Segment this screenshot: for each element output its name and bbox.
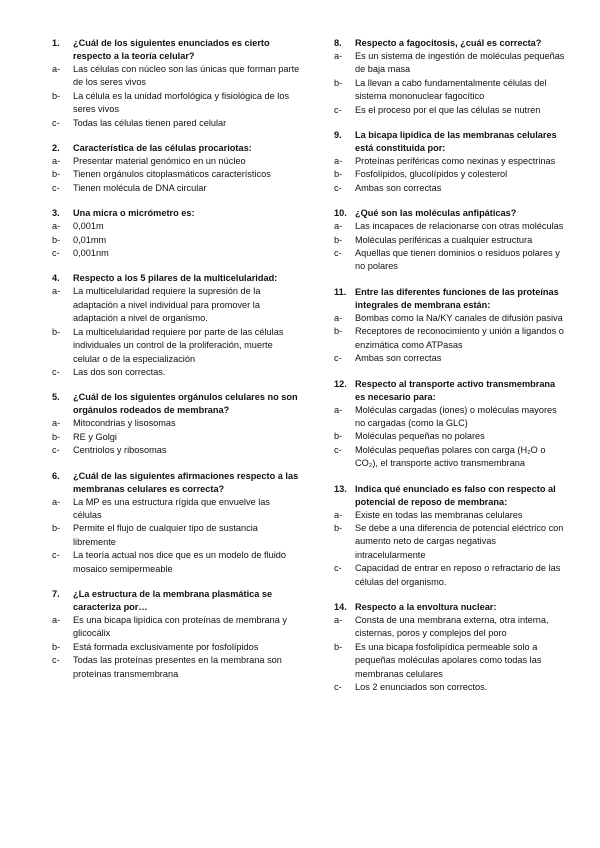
- answer-option: [52, 614, 300, 641]
- option-letter: c-: [334, 353, 342, 364]
- answer-option: [334, 430, 566, 443]
- answer-option: [334, 77, 566, 104]
- answer-option: [334, 312, 566, 325]
- option-text: La teoría actual nos dice que es un modelo de fluido mosaico semipermeable: [73, 550, 286, 574]
- option-letter: c-: [52, 248, 60, 259]
- option-letter: a-: [334, 221, 343, 232]
- answer-option: [334, 641, 566, 681]
- option-letter: b-: [52, 90, 61, 101]
- option-text: RE y Golgi: [73, 431, 117, 442]
- question-item: [334, 37, 566, 117]
- option-letter: a-: [334, 509, 343, 520]
- question-header: [334, 286, 566, 312]
- answer-option: [52, 90, 300, 117]
- question-number: 11.: [334, 286, 347, 297]
- option-letter: a-: [52, 496, 61, 507]
- question-number: 2.: [52, 143, 60, 154]
- question-header: [334, 483, 566, 509]
- question-text: ¿Qué son las moléculas anfipáticas?: [355, 208, 517, 219]
- option-letter: a-: [52, 221, 61, 232]
- option-text: Tienen orgánulos citoplasmáticos característicos: [73, 169, 271, 180]
- option-text: Es una bicapa fosfolipídica permeable solo a pequeñas moléculas apolares como todas las membranas celulares: [355, 641, 542, 679]
- question-text: ¿Cuál de los siguientes orgánulos celulares no son orgánulos rodeados de membrana?: [73, 392, 298, 416]
- answer-option: [52, 285, 300, 325]
- answer-option: [334, 522, 566, 562]
- option-letter: a-: [52, 64, 61, 74]
- question-text: Respecto a los 5 pilares de la multicelularidad:: [73, 273, 278, 284]
- question-header: [52, 37, 300, 63]
- option-letter: c-: [334, 682, 342, 692]
- question-text: ¿La estructura de la membrana plasmática se caracteriza por…: [73, 588, 273, 612]
- question-item: [52, 470, 300, 576]
- option-letter: b-: [334, 431, 343, 442]
- option-text: Es el proceso por el que las células se nutren: [355, 104, 541, 115]
- option-text: Fosfolípidos, glucolípidos y colesterol: [355, 169, 508, 180]
- option-text: Consta de una membrana externa, otra interna, cisternas, poros y complejos del poro: [355, 614, 549, 639]
- option-text: Las células con núcleo son las únicas que forman parte de los seres vivos: [73, 64, 300, 88]
- answer-option: [334, 155, 566, 168]
- answer-option: [334, 50, 566, 77]
- answer-option: [52, 417, 300, 430]
- question-number: 12.: [334, 378, 347, 389]
- option-letter: b-: [52, 326, 61, 337]
- question-number: 6.: [52, 470, 60, 481]
- answer-option: [52, 326, 300, 366]
- left-column: [52, 37, 300, 693]
- option-letter: c-: [334, 104, 342, 115]
- answer-option: [334, 681, 566, 694]
- option-text: Existe en todas las membranas celulares: [355, 509, 523, 520]
- option-text: Moléculas cargadas (iones) o moléculas mayores no cargadas (como la GLC): [355, 404, 557, 428]
- option-text: Aquellas que tienen dominios o residuos polares y no polares: [355, 248, 560, 272]
- question-item: [52, 37, 300, 130]
- option-letter: c-: [334, 563, 342, 574]
- option-text: La multicelularidad requiere por parte de las células individuales un control de la proliferación, muerte celular o de la especialización: [73, 326, 284, 364]
- option-letter: b-: [334, 77, 343, 88]
- question-text: Entre las diferentes funciones de las proteínas integrales de membrana están:: [355, 286, 559, 310]
- question-header: [52, 588, 300, 614]
- question-item: [52, 142, 300, 195]
- question-item: [52, 207, 300, 260]
- question-header: [334, 378, 566, 404]
- option-text: Moléculas periféricas a cualquier estructura: [355, 234, 533, 245]
- option-text: Moléculas pequeñas polares con carga (H₂O o CO₂), el transporte activo transmembrana: [355, 444, 546, 469]
- answer-option: [52, 431, 300, 444]
- option-text: La célula es la unidad morfológica y fisiológica de los seres vivos: [73, 90, 290, 115]
- answer-option: [52, 63, 300, 90]
- option-text: Presentar material genómico en un núcleo: [73, 156, 246, 167]
- option-text: Las dos son correctas.: [73, 366, 166, 377]
- question-text: Indica qué enunciado es falso con respecto al potencial de reposo de membrana:: [355, 483, 556, 507]
- question-item: [52, 588, 300, 681]
- answer-option: [334, 444, 566, 471]
- answer-option: [52, 522, 300, 549]
- question-number: 8.: [334, 38, 342, 48]
- answer-option: [52, 234, 300, 247]
- option-text: La MP es una estructura rígida que envuelve las células: [73, 496, 270, 520]
- question-number: 14.: [334, 601, 347, 612]
- option-letter: a-: [52, 614, 61, 625]
- answer-option: [52, 641, 300, 654]
- question-number: 13.: [334, 483, 347, 494]
- option-text: Receptores de reconocimiento y unión a ligandos o enzimática como ATPasas: [355, 326, 564, 350]
- question-text: ¿Cuál de las siguientes afirmaciones respecto a las membranas celulares es correcta?: [73, 470, 299, 494]
- option-letter: c-: [334, 248, 342, 259]
- answer-option: [52, 549, 300, 576]
- question-text: Respecto a fagocitosis, ¿cuál es correcta?: [355, 38, 542, 48]
- option-letter: b-: [52, 234, 61, 245]
- option-text: Todas las células tienen pared celular: [73, 117, 227, 128]
- question-number: 4.: [52, 273, 60, 284]
- option-letter: b-: [52, 523, 61, 534]
- answer-option: [334, 247, 566, 274]
- question-number: 7.: [52, 588, 60, 599]
- option-letter: a-: [52, 156, 61, 167]
- question-item: [334, 378, 566, 471]
- question-header: [52, 470, 300, 496]
- option-text: Ambas son correctas: [355, 353, 442, 364]
- option-letter: b-: [52, 641, 61, 652]
- answer-option: [52, 247, 300, 260]
- option-letter: b-: [52, 431, 61, 442]
- answer-option: [52, 155, 300, 168]
- option-text: Tienen molécula de DNA circular: [73, 182, 207, 193]
- answer-option: [334, 352, 566, 365]
- option-letter: a-: [334, 312, 343, 323]
- question-header: [52, 207, 300, 220]
- option-text: Centriolos y ribosomas: [73, 445, 167, 456]
- answer-option: [52, 654, 300, 681]
- question-item: [334, 601, 566, 694]
- option-text: Capacidad de entrar en reposo o refractario de las células del organismo.: [355, 563, 561, 587]
- option-letter: b-: [334, 234, 343, 245]
- question-text: Respecto a la envoltura nuclear:: [355, 601, 497, 612]
- option-letter: c-: [334, 182, 342, 193]
- option-letter: b-: [52, 169, 61, 180]
- option-text: Es un sistema de ingestión de moléculas pequeñas de baja masa: [355, 51, 565, 75]
- question-number: 5.: [52, 392, 60, 403]
- option-text: La llevan a cabo fundamentalmente células del sistema mononuclear fagocítico: [355, 77, 547, 102]
- option-letter: a-: [52, 286, 61, 297]
- question-item: [334, 286, 566, 366]
- answer-option: [52, 366, 300, 379]
- question-header: [52, 142, 300, 155]
- option-letter: a-: [334, 156, 343, 167]
- answer-option: [334, 182, 566, 195]
- right-column: [334, 37, 566, 706]
- answer-option: [52, 182, 300, 195]
- answer-option: [334, 562, 566, 589]
- option-text: Todas las proteínas presentes en la membrana son proteínas transmembrana: [73, 655, 282, 679]
- option-letter: b-: [334, 522, 343, 533]
- option-text: Ambas son correctas: [355, 182, 442, 193]
- option-letter: a-: [52, 418, 61, 429]
- answer-option: [334, 234, 566, 247]
- answer-option: [334, 404, 566, 431]
- option-letter: b-: [334, 641, 343, 652]
- question-item: [334, 207, 566, 274]
- question-header: [52, 391, 300, 417]
- option-letter: c-: [52, 117, 60, 128]
- question-text: Una micra o micrómetro es:: [73, 208, 195, 219]
- answer-option: [334, 220, 566, 233]
- question-item: [52, 272, 300, 379]
- option-letter: c-: [334, 444, 342, 455]
- answer-option: [52, 117, 300, 130]
- question-text: Característica de las células procariotas:: [73, 143, 252, 154]
- option-text: Moléculas pequeñas no polares: [355, 431, 485, 442]
- option-text: Las incapaces de relacionarse con otras moléculas: [355, 221, 564, 232]
- answer-option: [52, 444, 300, 457]
- option-letter: c-: [52, 655, 60, 666]
- option-text: Bombas como la Na/KY canales de difusión pasiva: [355, 312, 563, 323]
- option-text: Se debe a una diferencia de potencial eléctrico con aumento neto de cargas negativas intracelularmente: [355, 522, 564, 560]
- question-item: [52, 391, 300, 457]
- question-number: 9.: [334, 130, 342, 141]
- option-letter: a-: [334, 404, 343, 415]
- option-text: Permite el flujo de cualquier tipo de sustancia libremente: [73, 523, 258, 547]
- answer-option: [334, 168, 566, 181]
- option-letter: b-: [334, 169, 343, 180]
- answer-option: [334, 614, 566, 641]
- answer-option: [334, 104, 566, 117]
- question-header: [334, 129, 566, 155]
- option-text: Mitocondrias y lisosomas: [73, 418, 176, 429]
- question-text: ¿Cuál de los siguientes enunciados es cierto respecto a la teoría celular?: [73, 38, 270, 61]
- question-number: 10.: [334, 208, 347, 219]
- question-item: [334, 483, 566, 589]
- option-text: Es una bicapa lipídica con proteínas de membrana y glicocálix: [73, 614, 287, 639]
- option-text: 0,001nm: [73, 248, 109, 259]
- option-letter: a-: [334, 614, 343, 625]
- answer-option: [52, 168, 300, 181]
- answer-option: [52, 220, 300, 233]
- option-letter: a-: [334, 51, 343, 61]
- question-number: 3.: [52, 208, 60, 219]
- question-item: [334, 129, 566, 195]
- answer-option: [334, 509, 566, 522]
- answer-option: [52, 496, 300, 523]
- option-letter: c-: [52, 366, 60, 377]
- option-text: La multicelularidad requiere la supresión de la adaptación a nivel individual para promover la adaptación a nivel de organismo.: [73, 286, 261, 324]
- option-letter: c-: [52, 550, 60, 561]
- option-letter: c-: [52, 182, 60, 193]
- option-text: 0,001m: [73, 221, 104, 232]
- question-header: [52, 272, 300, 285]
- question-text: La bicapa lipídica de las membranas celulares está constituida por:: [355, 130, 557, 154]
- option-text: Los 2 enunciados son correctos.: [355, 682, 488, 692]
- option-text: Está formada exclusivamente por fosfolípidos: [73, 641, 259, 652]
- option-text: Proteínas periféricas como nexinas y espectrinas: [355, 156, 556, 167]
- question-number: 1.: [52, 38, 60, 48]
- answer-option: [334, 325, 566, 352]
- question-header: [334, 37, 566, 50]
- option-letter: c-: [52, 445, 60, 456]
- option-letter: b-: [334, 326, 343, 337]
- question-text: Respecto al transporte activo transmembrana es necesario para:: [355, 378, 556, 402]
- option-text: 0,01mm: [73, 234, 107, 245]
- question-header: [334, 207, 566, 220]
- question-header: [334, 601, 566, 614]
